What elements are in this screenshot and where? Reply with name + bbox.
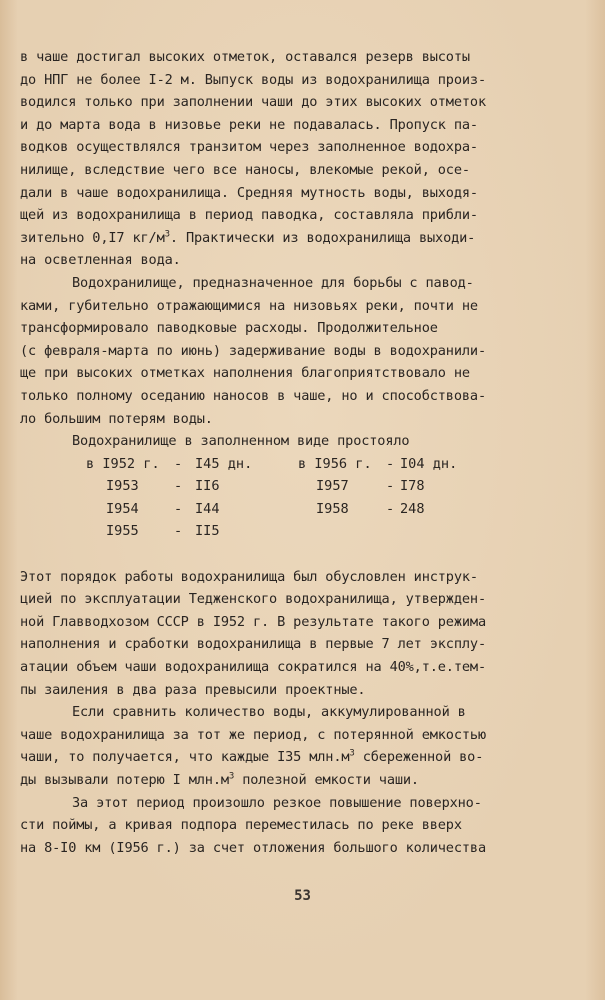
text-line: наполнения и сработки водохранилища в первые 7 лет эксплу- [20, 636, 486, 653]
table-days: I44 [195, 500, 220, 517]
table-dash: - [386, 500, 395, 517]
table-days: II5 [195, 523, 220, 540]
table-year: I955 [106, 523, 139, 540]
text-fragment: чаши, то получается, что каждые I35 млн.м [20, 749, 350, 766]
text-line: Водохранилище, предназначенное для борьбы с павод- [72, 274, 474, 291]
text-line: цией по эксплуатации Теджeнского водохранилища, утвержден- [20, 591, 486, 608]
text-line: Этот порядок работы водохранилища был обусловлен инструк- [20, 568, 478, 585]
page-number: 53 [294, 888, 311, 904]
text-line: сти поймы, а кривая подпора переместилась по реке вверх [20, 817, 462, 834]
text-line: нилище, вследствие чего все наносы, влекомые рекой, осе- [20, 161, 470, 178]
table-year: в I956 г. [298, 455, 372, 472]
table-dash: - [174, 455, 183, 472]
table-days: 248 [400, 500, 425, 517]
table-year: I958 [316, 500, 349, 517]
table-year: I957 [316, 478, 349, 495]
text-line: водился только при заполнении чаши до этих высоких отметок [20, 94, 486, 111]
superscript: 3 [164, 229, 170, 240]
superscript: 3 [228, 771, 235, 782]
table-dash: - [174, 478, 183, 495]
text-line: на осветленная вода. [20, 252, 181, 269]
superscript: 3 [349, 748, 355, 759]
table-days: I45 дн. [195, 455, 253, 472]
table-year: в I952 г. [86, 455, 160, 472]
text-line [20, 746, 595, 769]
text-line: (с февраля-марта по июнь) задерживание воды в водохранили- [20, 342, 486, 359]
text-line: дали в чаше водохранилища. Средняя мутность воды, выходя- [20, 184, 478, 201]
table-dash: - [174, 500, 183, 517]
paragraph-4 [20, 701, 595, 791]
table-dash: - [386, 455, 395, 472]
text-line: до НПГ не более I-2 м. Выпуск воды из водохранилища произ- [20, 71, 486, 88]
table-heading: Водохранилище в заполненном виде простояло [72, 433, 410, 450]
text-line: ками, губительно отражающимися на низовьях реки, почти не [20, 297, 478, 314]
paragraph-1 [20, 46, 595, 272]
text-line: водков осуществлялся транзитом через заполненное водохра- [20, 139, 478, 156]
table-dash: - [174, 523, 183, 540]
text-line: щей из водохранилища в период паводка, составляла прибли- [20, 207, 478, 224]
text-line [20, 769, 595, 792]
text-line: пы заиления в два раза превысили проектные. [20, 681, 366, 698]
text-line: чаше водохранилища за тот же период, с потерянной емкостью [20, 726, 486, 743]
days-table [20, 453, 595, 566]
main-text [20, 46, 595, 859]
text-fragment: полезной емкости чаши. [234, 772, 419, 789]
text-line: ло большим потерям воды. [20, 410, 213, 427]
paragraph-3 [20, 566, 595, 702]
text-line: только полному оседанию наносов в чаше, но и способствова- [20, 387, 486, 404]
text-line: ной Главводхозом СССР в I952 г. В результате такого режима [20, 613, 486, 630]
text-line: трансформировало паводковые расходы. Продолжительное [20, 320, 438, 337]
paragraph-5 [20, 792, 595, 860]
text-fragment: сбереженной во- [354, 749, 484, 766]
text-fragment: ды вызывали потерю I млн.м [20, 772, 229, 789]
text-line: в чаше достигал высоких отметок, оставался резерв высоты [20, 49, 470, 65]
paragraph-2 [20, 272, 595, 430]
table-days: I78 [400, 478, 425, 495]
table-year: I953 [106, 478, 139, 495]
text-fragment: зительно 0,I7 кг/м [20, 229, 165, 246]
text-line: Если сравнить количество воды, аккумулированной в [72, 704, 466, 721]
table-year: I954 [106, 500, 139, 517]
text-line: атации объем чаши водохранилища сократился на 40%,т.е.тем- [20, 659, 486, 676]
text-line: и до марта вода в низовье реки не подавалась. Пропуск па- [20, 116, 478, 133]
text-line [20, 227, 595, 250]
table-days: II6 [195, 478, 220, 495]
text-line: ще при высоких отметках наполнения благоприятствовало не [20, 365, 470, 382]
table-dash: - [386, 478, 395, 495]
table-days: I04 дн. [400, 455, 458, 472]
text-fragment: . Практически из водохранилища выходи- [169, 229, 476, 246]
text-line: За этот период произошло резкое повышение поверхно- [72, 794, 482, 811]
text-line: на 8-I0 км (I956 г.) за счет отложения большого количества [20, 839, 486, 856]
